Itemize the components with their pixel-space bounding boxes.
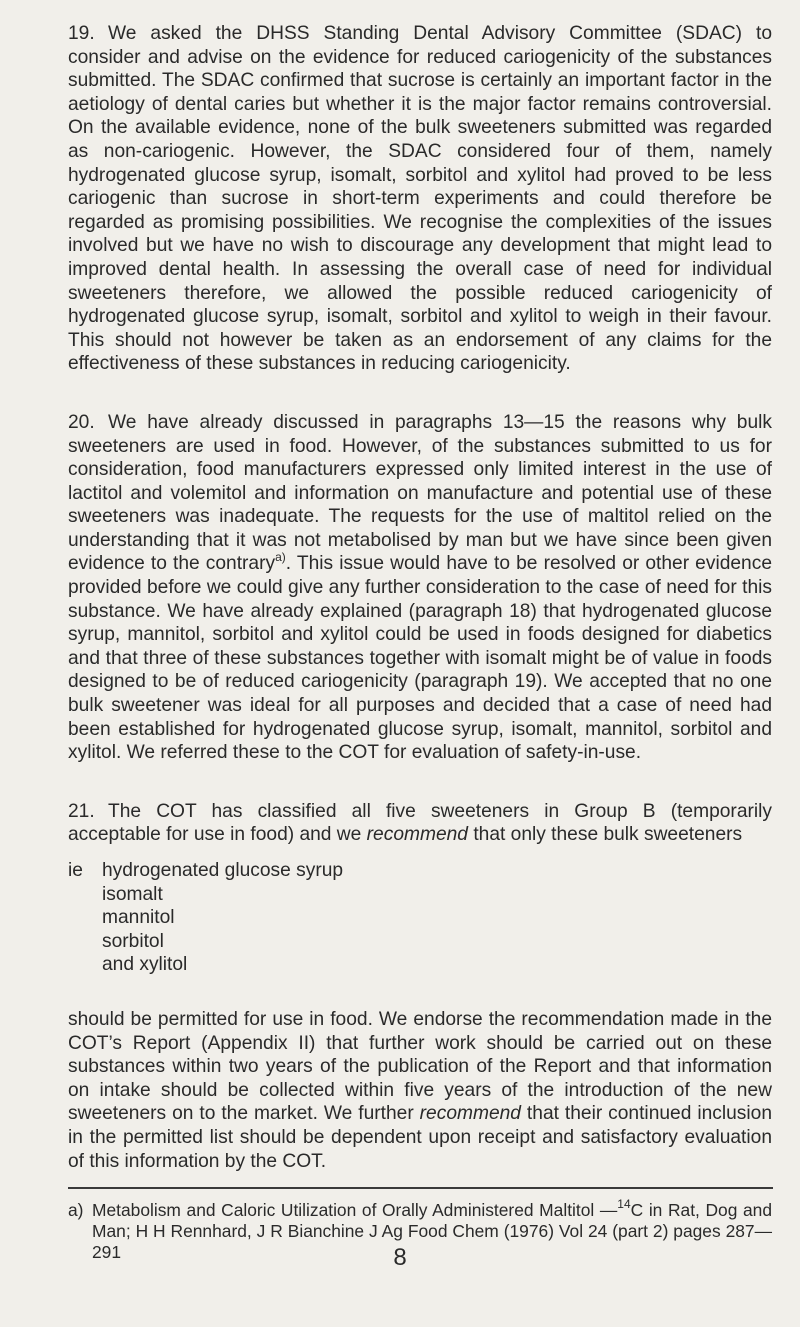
paragraph-number: 19.: [68, 23, 95, 44]
paragraph-text: should be permitted for use in food. We endorse the recommendation made in the COT’s Report (Appendix II) that further work should be carried out on these substances within two years of the publication of the Report and that information on intake should be collected within five years of the introduction of the new sweeteners on to the market. We further: [68, 1008, 772, 1125]
paragraph-19: [68, 22, 772, 376]
sweetener-list: [68, 859, 772, 977]
emphasis-recommend: recommend: [419, 1103, 521, 1125]
paragraph-21-continued: [68, 1008, 772, 1173]
isotope-superscript: 14: [617, 1197, 631, 1212]
paragraph-21: [68, 800, 772, 847]
paragraph-text: We have already discussed in paragraphs 13—15 the reasons why bulk sweeteners are used in food. However, of the substances submitted to us for consideration, food manufacturers expressed only limited interest in the use of lactitol and volemitol and information on manufacture and potential use of these sweeteners was inadequate. The requests for the use of maltitol relied on the understanding that it was not metabolised by man but we have since been given evidence to the contrary: [68, 411, 772, 575]
list-item-text: mannitol: [102, 907, 175, 929]
emphasis-recommend: recommend: [366, 824, 468, 846]
list-item-text: sorbitol: [102, 930, 164, 952]
page-number: 8: [393, 1244, 407, 1271]
list-label: ie: [68, 860, 83, 881]
list-item: [68, 906, 772, 930]
footnote-label: a): [68, 1200, 84, 1221]
paragraph-text: The COT has classified all five sweeteners in Group B (temporarily acceptable for use in food) and we: [68, 800, 772, 846]
list-item: [68, 883, 772, 907]
paragraph-text: . This issue would have to be resolved or other evidence provided before we could give any further consideration to the case of need for this substance. We have already explained (paragraph 18) that hydrogenated glucose syrup, mannitol, sorbitol and xylitol could be used in foods designed for diabetics and that three of these substances together with isomalt might be of value in foods designed to be of reduced cariogenicity (paragraph 19). We accepted that no one bulk sweetener was ideal for all purposes and decided that a case of need had been established for hydrogenated glucose syrup, isomalt, mannitol, sorbitol and xylitol. We referred these to the COT for evaluation of safety-in-use.: [68, 553, 772, 764]
paragraph-text: that their continued inclusion in the permitted list should be dependent upon receipt and satisfactory evaluation of this information by the COT.: [68, 1103, 772, 1172]
list-item-text: and xylitol: [102, 954, 188, 976]
paragraph-number: 20.: [68, 411, 95, 433]
paragraph-number: 21.: [68, 800, 95, 822]
list-item: [68, 859, 772, 883]
footnote-divider: [68, 1187, 773, 1189]
footnote-text: Metabolism and Caloric Utilization of Orally Administered Maltitol —$^{14}$C in Rat, Dog and Man; H H Rennhard, J R Bianchine J Ag Food Chem (1976) Vol 24 (part 2) pages 287—291: [92, 1197, 773, 1263]
list-item-text: hydrogenated glucose syrup: [102, 860, 344, 881]
paragraph-text: We asked the DHSS Standing Dental Advisory Committee (SDAC) to consider and advise on the evidence for reduced cariogenicity of the substances submitted. The SDAC confirmed that sucrose is certainly an important factor in the aetiology of dental caries but whether it is the major factor remains controversial. On the available evidence, none of the bulk sweeteners submitted was regarded as non-cariogenic. However, the SDAC considered four of them, namely hydrogenated glucose syrup, isomalt, sorbitol and xylitol had proved to be less cariogenic than sucrose in short-term experiments and could therefore be regarded as promising possibilities. We recognise the complexities of the issues involved but we have no wish to discourage any development that might lead to improved dental health. In assessing the overall case of need for individual sweeteners therefore, we allowed the possible reduced cariogenicity of hydrogenated glucose syrup, isomalt, sorbitol and xylitol to weigh in their favour. This should not however be taken as an endorsement of any claims for the effectiveness of these substances in reducing cariogenicity.: [68, 23, 772, 375]
list-item: [68, 930, 772, 954]
paragraph-20: [68, 411, 772, 765]
list-item-text: isomalt: [102, 883, 163, 905]
paragraph-text: that only these bulk sweeteners: [467, 824, 743, 846]
list-item: [68, 953, 772, 977]
footnote-reference: a): [275, 550, 286, 565]
